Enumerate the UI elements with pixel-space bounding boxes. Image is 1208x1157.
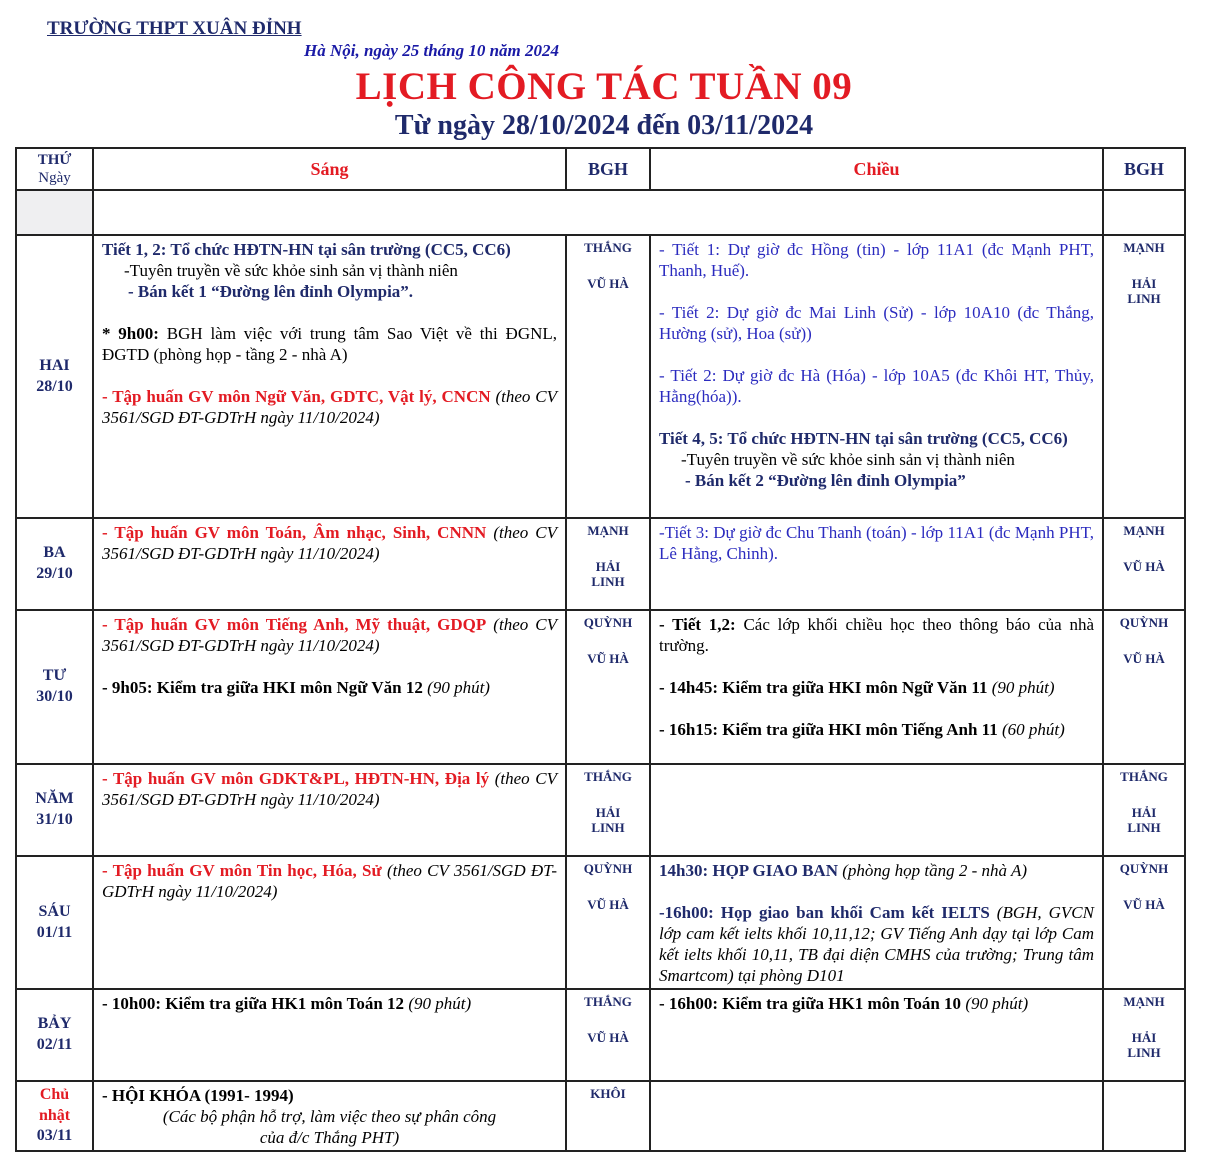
day-date: 30/10 [36,688,73,705]
bgh-name: VŨ HÀ [587,897,629,912]
day-cell [16,989,93,1081]
entry-text: - Tập huấn GV môn Tiếng Anh, Mỹ thuật, GDQP (theo CV 3561/SGD ĐT-GDTrH ngày 11/10/2024) [102,615,557,655]
day-name: BẢY [37,1015,72,1033]
day-cell [16,1081,93,1151]
entry-text: - 16h00: Kiểm tra giữa HK1 môn Toán 10 (90 phút) [659,994,1029,1013]
bgh-morning-cell [566,764,650,856]
entry-text: (Các bộ phận hỗ trợ, làm việc theo sự phân công [162,1107,497,1126]
afternoon-cell [650,518,1103,610]
day-date: 31/10 [36,811,73,828]
table-header-row [16,148,1185,190]
entry-text: - 9h05: Kiểm tra giữa HKI môn Ngữ Văn 12 (90 phút) [102,678,490,697]
entry-text: Tiết 1, 2: Tổ chức HĐTN-HN tại sân trường (CC5, CC6) [102,240,511,259]
day-date: 02/11 [36,1036,73,1053]
bgh-name: HẢI LINH [1127,805,1161,835]
bgh-morning-cell [566,610,650,764]
header-morning: Sáng [93,148,566,190]
entry-text: - Bán kết 2 “Đường lên đỉnh Olympia” [685,471,966,490]
bgh-afternoon-cell [1103,235,1185,518]
day-date: 28/10 [36,377,73,395]
header-day [16,148,93,190]
bgh-afternoon-cell [1103,989,1185,1081]
dateline: Hà Nội, ngày 25 tháng 10 năm 2024 [304,41,560,60]
school-name: TRƯỜNG THPT XUÂN ĐỈNH [47,18,302,39]
bgh-name: MẠNH [1123,523,1165,538]
entry-text: -Tuyên truyền về sức khỏe sinh sản vị thành niên [681,450,1015,469]
afternoon-cell [650,610,1103,764]
bgh-name: VŨ HÀ [1123,897,1165,912]
afternoon-cell [650,1081,1103,1151]
day-name: nhật [38,1106,71,1124]
table-row [16,235,1185,518]
entry-text: - Tập huấn GV môn GDKT&PL, HĐTN-HN, Địa lý (theo CV 3561/SGD ĐT-GDTrH ngày 11/10/2024) [102,769,557,809]
page-title: LỊCH CÔNG TÁC TUẦN 09 [355,65,853,108]
morning-cell [93,518,566,610]
day-cell [16,235,93,518]
afternoon-cell [650,989,1103,1081]
entry-text: - HỘI KHÓA (1991- 1994) [102,1086,294,1105]
bgh-name: MẠNH [1123,240,1165,255]
blank-cell [1103,190,1185,235]
day-cell [16,518,93,610]
entry-text: - Bán kết 1 “Đường lên đỉnh Olympia”. [128,282,414,301]
bgh-morning-cell [566,518,650,610]
bgh-name: VŨ HÀ [587,276,629,291]
bgh-name: VŨ HÀ [587,1030,629,1045]
afternoon-cell [650,856,1103,989]
bgh-name: VŨ HÀ [1123,651,1165,666]
day-name: TƯ [42,667,67,685]
bgh-morning-cell [566,989,650,1081]
bgh-morning-cell [566,235,650,518]
day-cell [16,856,93,989]
entry-text: -16h00: Họp giao ban khối Cam kết IELTS (BGH, GVCN lớp cam kết ielts khối 10,11,12; GV Tiếng Anh dạy tại lớp Cam kết ielts khối 10,11, TB đại diện CMHS của trường; Trung tâm Smartcom) tại phòng D101 [659,903,1094,985]
entry-text: - 16h15: Kiểm tra giữa HKI môn Tiếng Anh 11 (60 phút) [659,720,1065,739]
schedule-table [15,147,1186,1152]
bgh-name: HẢI LINH [591,559,625,589]
bgh-name: MẠNH [587,523,629,538]
bgh-name: HẢI LINH [1127,1030,1161,1060]
bgh-name: VŨ HÀ [587,651,629,666]
blank-row [16,190,1185,235]
bgh-name: THẮNG [584,769,632,784]
bgh-name: QUỲNH [583,861,633,876]
bgh-afternoon-cell [1103,518,1185,610]
blank-cell [16,190,93,235]
bgh-morning-cell [566,856,650,989]
entry-text: của đ/c Thắng PHT) [259,1128,400,1147]
entry-text: - Tập huấn GV môn Tin học, Hóa, Sử (theo CV 3561/SGD ĐT-GDTrH ngày 11/10/2024) [102,861,557,901]
entry-text: * 9h00: BGH làm việc với trung tâm Sao Việt về thi ĐGNL, ĐGTD (phòng họp - tầng 2 - nhà A) [102,324,558,364]
morning-cell [93,235,566,518]
day-date: 29/10 [36,565,73,582]
morning-cell [93,610,566,764]
bgh-name: THẮNG [1120,769,1168,784]
bgh-afternoon-cell [1103,610,1185,764]
bgh-name: THẮNG [584,994,632,1009]
bgh-name: MẠNH [1123,994,1165,1009]
bgh-name: QUỲNH [1119,615,1169,630]
day-name: BA [43,544,66,562]
table-row [16,610,1185,764]
day-name: Chủ [39,1085,70,1103]
header-bgh-afternoon: BGH [1103,148,1185,190]
day-date: 03/11 [36,1127,73,1145]
afternoon-cell [650,764,1103,856]
day-date: 01/11 [36,923,73,941]
bgh-afternoon-cell [1103,764,1185,856]
header-day-line1: THỨ [37,152,72,168]
entry-text: - Tiết 1,2: Các lớp khối chiều học theo thông báo của nhà trường. [659,615,1094,655]
morning-cell [93,1081,566,1151]
table-row [16,764,1185,856]
bgh-name: QUỲNH [583,615,633,630]
day-cell [16,764,93,856]
bgh-name: KHÔI [590,1086,626,1101]
morning-cell [93,989,566,1081]
header-afternoon: Chiều [650,148,1103,190]
morning-cell [93,856,566,989]
entry-text: - Tiết 1: Dự giờ đc Hồng (tin) - lớp 11A1 (đc Mạnh PHT, Thanh, Huế). [659,240,1094,280]
table-row [16,856,1185,989]
header-bgh-morning: BGH [566,148,650,190]
bgh-name: HẢI LINH [591,805,625,835]
bgh-name: VŨ HÀ [1123,559,1165,574]
entry-text: -Tiết 3: Dự giờ đc Chu Thanh (toán) - lớp 11A1 (đc Mạnh PHT, Lê Hằng, Chinh). [659,523,1094,563]
entry-text: -Tuyên truyền về sức khỏe sinh sản vị thành niên [124,261,458,280]
entry-text: Tiết 4, 5: Tổ chức HĐTN-HN tại sân trường (CC5, CC6) [659,429,1068,448]
bgh-name: QUỲNH [1119,861,1169,876]
entry-text: 14h30: HỌP GIAO BAN (phòng họp tầng 2 - nhà A) [659,861,1028,880]
blank-cell [93,190,1103,235]
day-name: HAI [39,356,70,374]
table-row [16,989,1185,1081]
table-row [16,518,1185,610]
morning-cell [93,764,566,856]
header-day-line2: Ngày [38,170,71,186]
bgh-name: HẢI LINH [1127,276,1161,306]
bgh-morning-cell [566,1081,650,1151]
bgh-afternoon-cell [1103,1081,1185,1151]
entry-text: - 14h45: Kiểm tra giữa HKI môn Ngữ Văn 11 (90 phút) [659,678,1055,697]
day-name: NĂM [35,790,74,808]
afternoon-cell [650,235,1103,518]
table-row [16,1081,1185,1151]
bgh-afternoon-cell [1103,856,1185,989]
page-subtitle: Từ ngày 28/10/2024 đến 03/11/2024 [394,110,814,141]
entry-text: - Tập huấn GV môn Ngữ Văn, GDTC, Vật lý, CNCN (theo CV 3561/SGD ĐT-GDTrH ngày 11/10/2024) [102,387,557,427]
entry-text: - Tiết 2: Dự giờ đc Mai Linh (Sử) - lớp 10A10 (đc Thắng, Hường (sử), Hoa (sử)) [659,303,1094,343]
bgh-name: THẮNG [584,240,632,255]
entry-text: - Tiết 2: Dự giờ đc Hà (Hóa) - lớp 10A5 (đc Khôi HT, Thủy, Hằng(hóa)). [659,366,1094,406]
day-name: SÁU [38,902,71,920]
day-cell [16,610,93,764]
entry-text: - Tập huấn GV môn Toán, Âm nhạc, Sinh, CNNN (theo CV 3561/SGD ĐT-GDTrH ngày 11/10/2024) [102,523,557,563]
entry-text: - 10h00: Kiểm tra giữa HK1 môn Toán 12 (90 phút) [102,994,472,1013]
